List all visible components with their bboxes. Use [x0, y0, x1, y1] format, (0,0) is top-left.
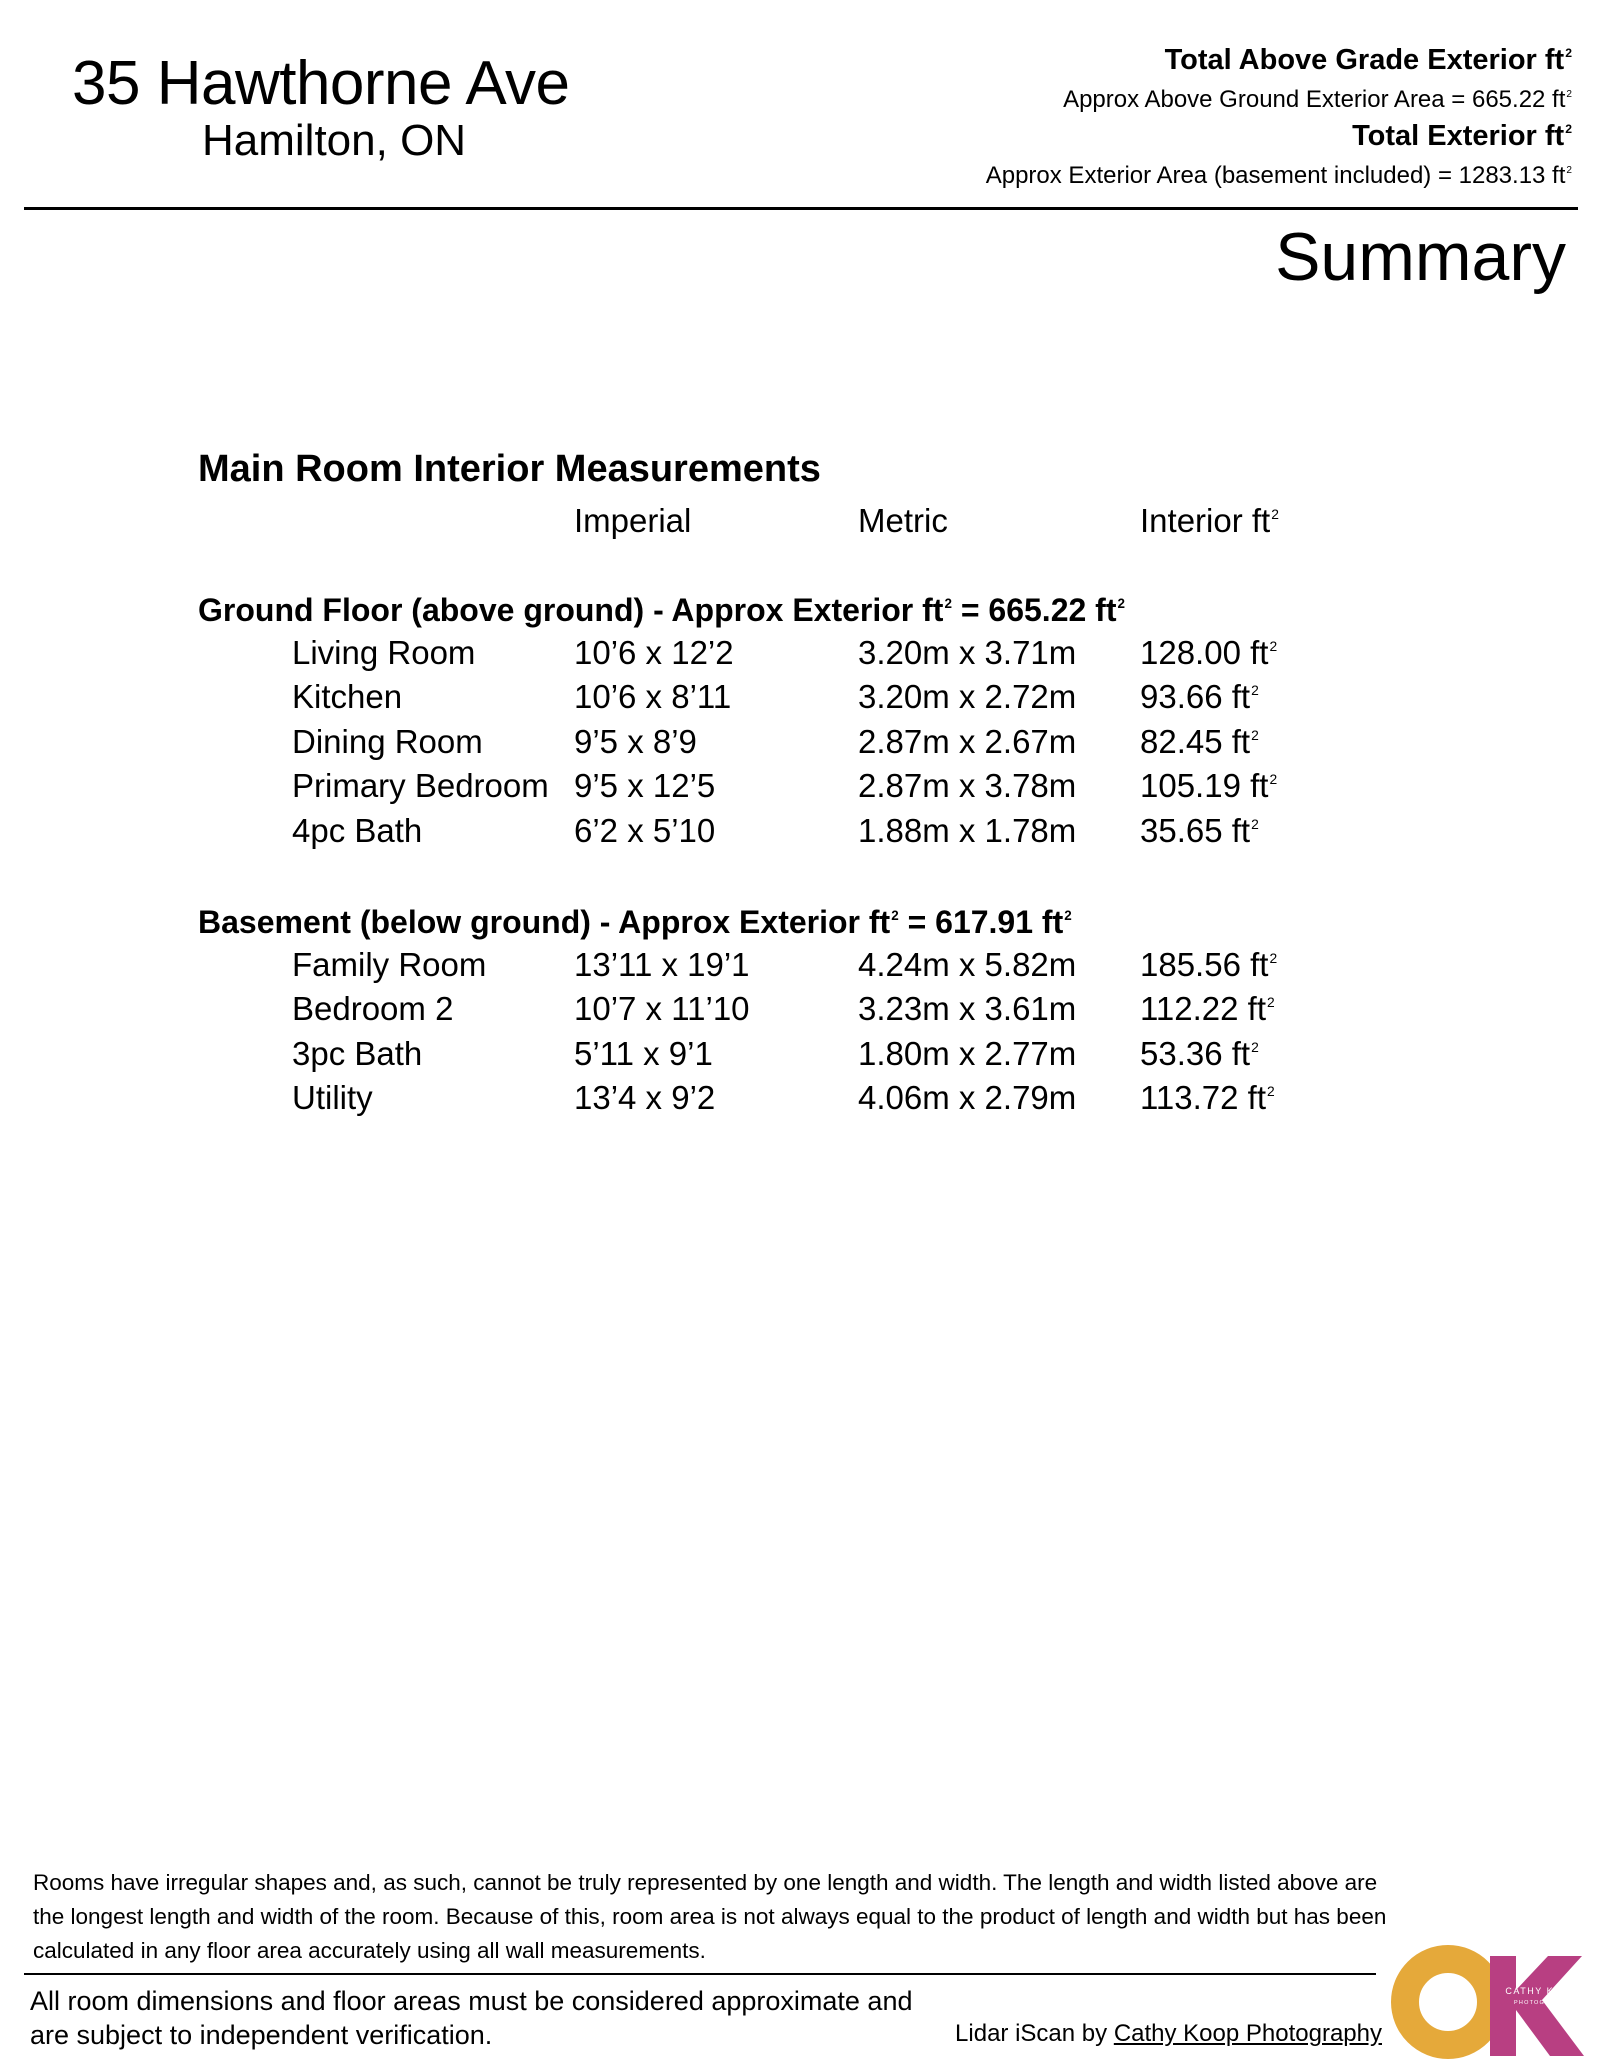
room-metric: 3.20m x 3.71m: [858, 634, 1077, 671]
total-exterior-detail: Approx Exterior Area (basement included) = 1283.13 $ft^2$: [985, 162, 1572, 189]
column-header-interior: Interior $ft^2$: [1140, 502, 1279, 539]
table-row: [0, 767, 1400, 811]
section-title: Main Room Interior Measurements: [198, 448, 821, 490]
cathy-koop-logo: [1390, 1938, 1590, 2062]
logo-k-shape: [1490, 1956, 1584, 2056]
room-area: 128.00 $ft^2$: [1140, 634, 1278, 671]
room-imperial: 9’5 x 12’5: [574, 767, 716, 804]
header-divider: [24, 207, 1578, 210]
room-name: Family Room: [292, 946, 487, 983]
credit-line: Lidar iScan by Cathy Koop Photography: [955, 2020, 1382, 2047]
table-row: [0, 946, 1400, 990]
room-name: Dining Room: [292, 723, 483, 760]
room-name: 4pc Bath: [292, 812, 423, 849]
room-metric: 4.24m x 5.82m: [858, 946, 1077, 983]
room-imperial: 9’5 x 8’9: [574, 723, 697, 760]
room-name: Utility: [292, 1079, 373, 1116]
room-metric: 4.06m x 2.79m: [858, 1079, 1077, 1116]
address-city: Hamilton, ON: [202, 116, 467, 165]
room-area: 82.45 $ft^2$: [1140, 723, 1259, 760]
address-street: 35 Hawthorne Ave: [72, 49, 570, 118]
disclaimer-text: Rooms have irregular shapes and, as such, cannot be truly represented by one length and width. The length and width listed above are the longest length and width of the room. Because of this, room area is not always equal to the product of length and width but has been calculated in any floor area accurately using all wall measurements.: [33, 1870, 1387, 1963]
room-area: 113.72 $ft^2$: [1140, 1079, 1275, 1116]
table-row: [0, 1079, 1400, 1123]
total-above-grade-label: Total Above Grade Exterior $ft^2$: [1164, 44, 1572, 76]
room-area: 185.56 $ft^2$: [1140, 946, 1278, 983]
room-metric: 2.87m x 2.67m: [858, 723, 1077, 760]
table-row: [0, 1035, 1400, 1079]
room-metric: 1.88m x 1.78m: [858, 812, 1077, 849]
room-imperial: 13’11 x 19’1: [574, 946, 750, 983]
room-area: 112.22 $ft^2$: [1140, 990, 1275, 1027]
logo-o-shape: [1405, 1959, 1491, 2045]
table-row: [0, 723, 1400, 767]
table-row: [0, 634, 1400, 678]
total-above-grade-detail: Approx Above Ground Exterior Area = 665.22 $ft^2$: [1063, 86, 1572, 113]
footer-divider: [24, 1973, 1376, 1975]
table-row: [0, 678, 1400, 722]
page-title: Summary: [1275, 219, 1566, 295]
room-name: Bedroom 2: [292, 990, 454, 1027]
room-imperial: 10’7 x 11’10: [574, 990, 750, 1027]
room-area: 53.36 $ft^2$: [1140, 1035, 1259, 1072]
room-name: Kitchen: [292, 678, 403, 715]
room-metric: 1.80m x 2.77m: [858, 1035, 1077, 1072]
table-row: [0, 812, 1400, 856]
room-imperial: 13’4 x 9’2: [574, 1079, 716, 1116]
logo-text-sub: PHOTOGRAPHY: [1514, 2000, 1570, 2006]
room-name: Primary Bedroom: [292, 767, 549, 804]
room-area: 105.19 $ft^2$: [1140, 767, 1278, 804]
table-row: [0, 990, 1400, 1034]
column-header-imperial: Imperial: [574, 502, 692, 539]
room-metric: 2.87m x 3.78m: [858, 767, 1077, 804]
floor-heading-basement: Basement (below ground) - Approx Exterior $ft^2 = 617.91$ $ft^2$: [198, 904, 1072, 940]
credit-link[interactable]: Cathy Koop Photography: [1113, 2020, 1382, 2047]
room-area: 35.65 $ft^2$: [1140, 812, 1259, 849]
logo-text-name: CATHY KOOP: [1505, 1986, 1579, 1996]
floor-heading-ground: Ground Floor (above ground) - Approx Exterior $ft^2 = 665.22$ $ft^2$: [198, 592, 1125, 628]
approximate-note: All room dimensions and floor areas must be considered approximate and are subject to independent verification.: [30, 1986, 913, 2050]
room-name: Living Room: [292, 634, 476, 671]
room-metric: 3.23m x 3.61m: [858, 990, 1077, 1027]
room-imperial: 10’6 x 12’2: [574, 634, 734, 671]
room-imperial: 6’2 x 5’10: [574, 812, 716, 849]
room-imperial: 5’11 x 9’1: [574, 1035, 713, 1072]
room-area: 93.66 $ft^2$: [1140, 678, 1259, 715]
room-imperial: 10’6 x 8’11: [574, 678, 732, 715]
total-exterior-label: Total Exterior $ft^2$: [1352, 120, 1572, 152]
room-name: 3pc Bath: [292, 1035, 423, 1072]
room-metric: 3.20m x 2.72m: [858, 678, 1077, 715]
column-header-metric: Metric: [858, 502, 948, 539]
